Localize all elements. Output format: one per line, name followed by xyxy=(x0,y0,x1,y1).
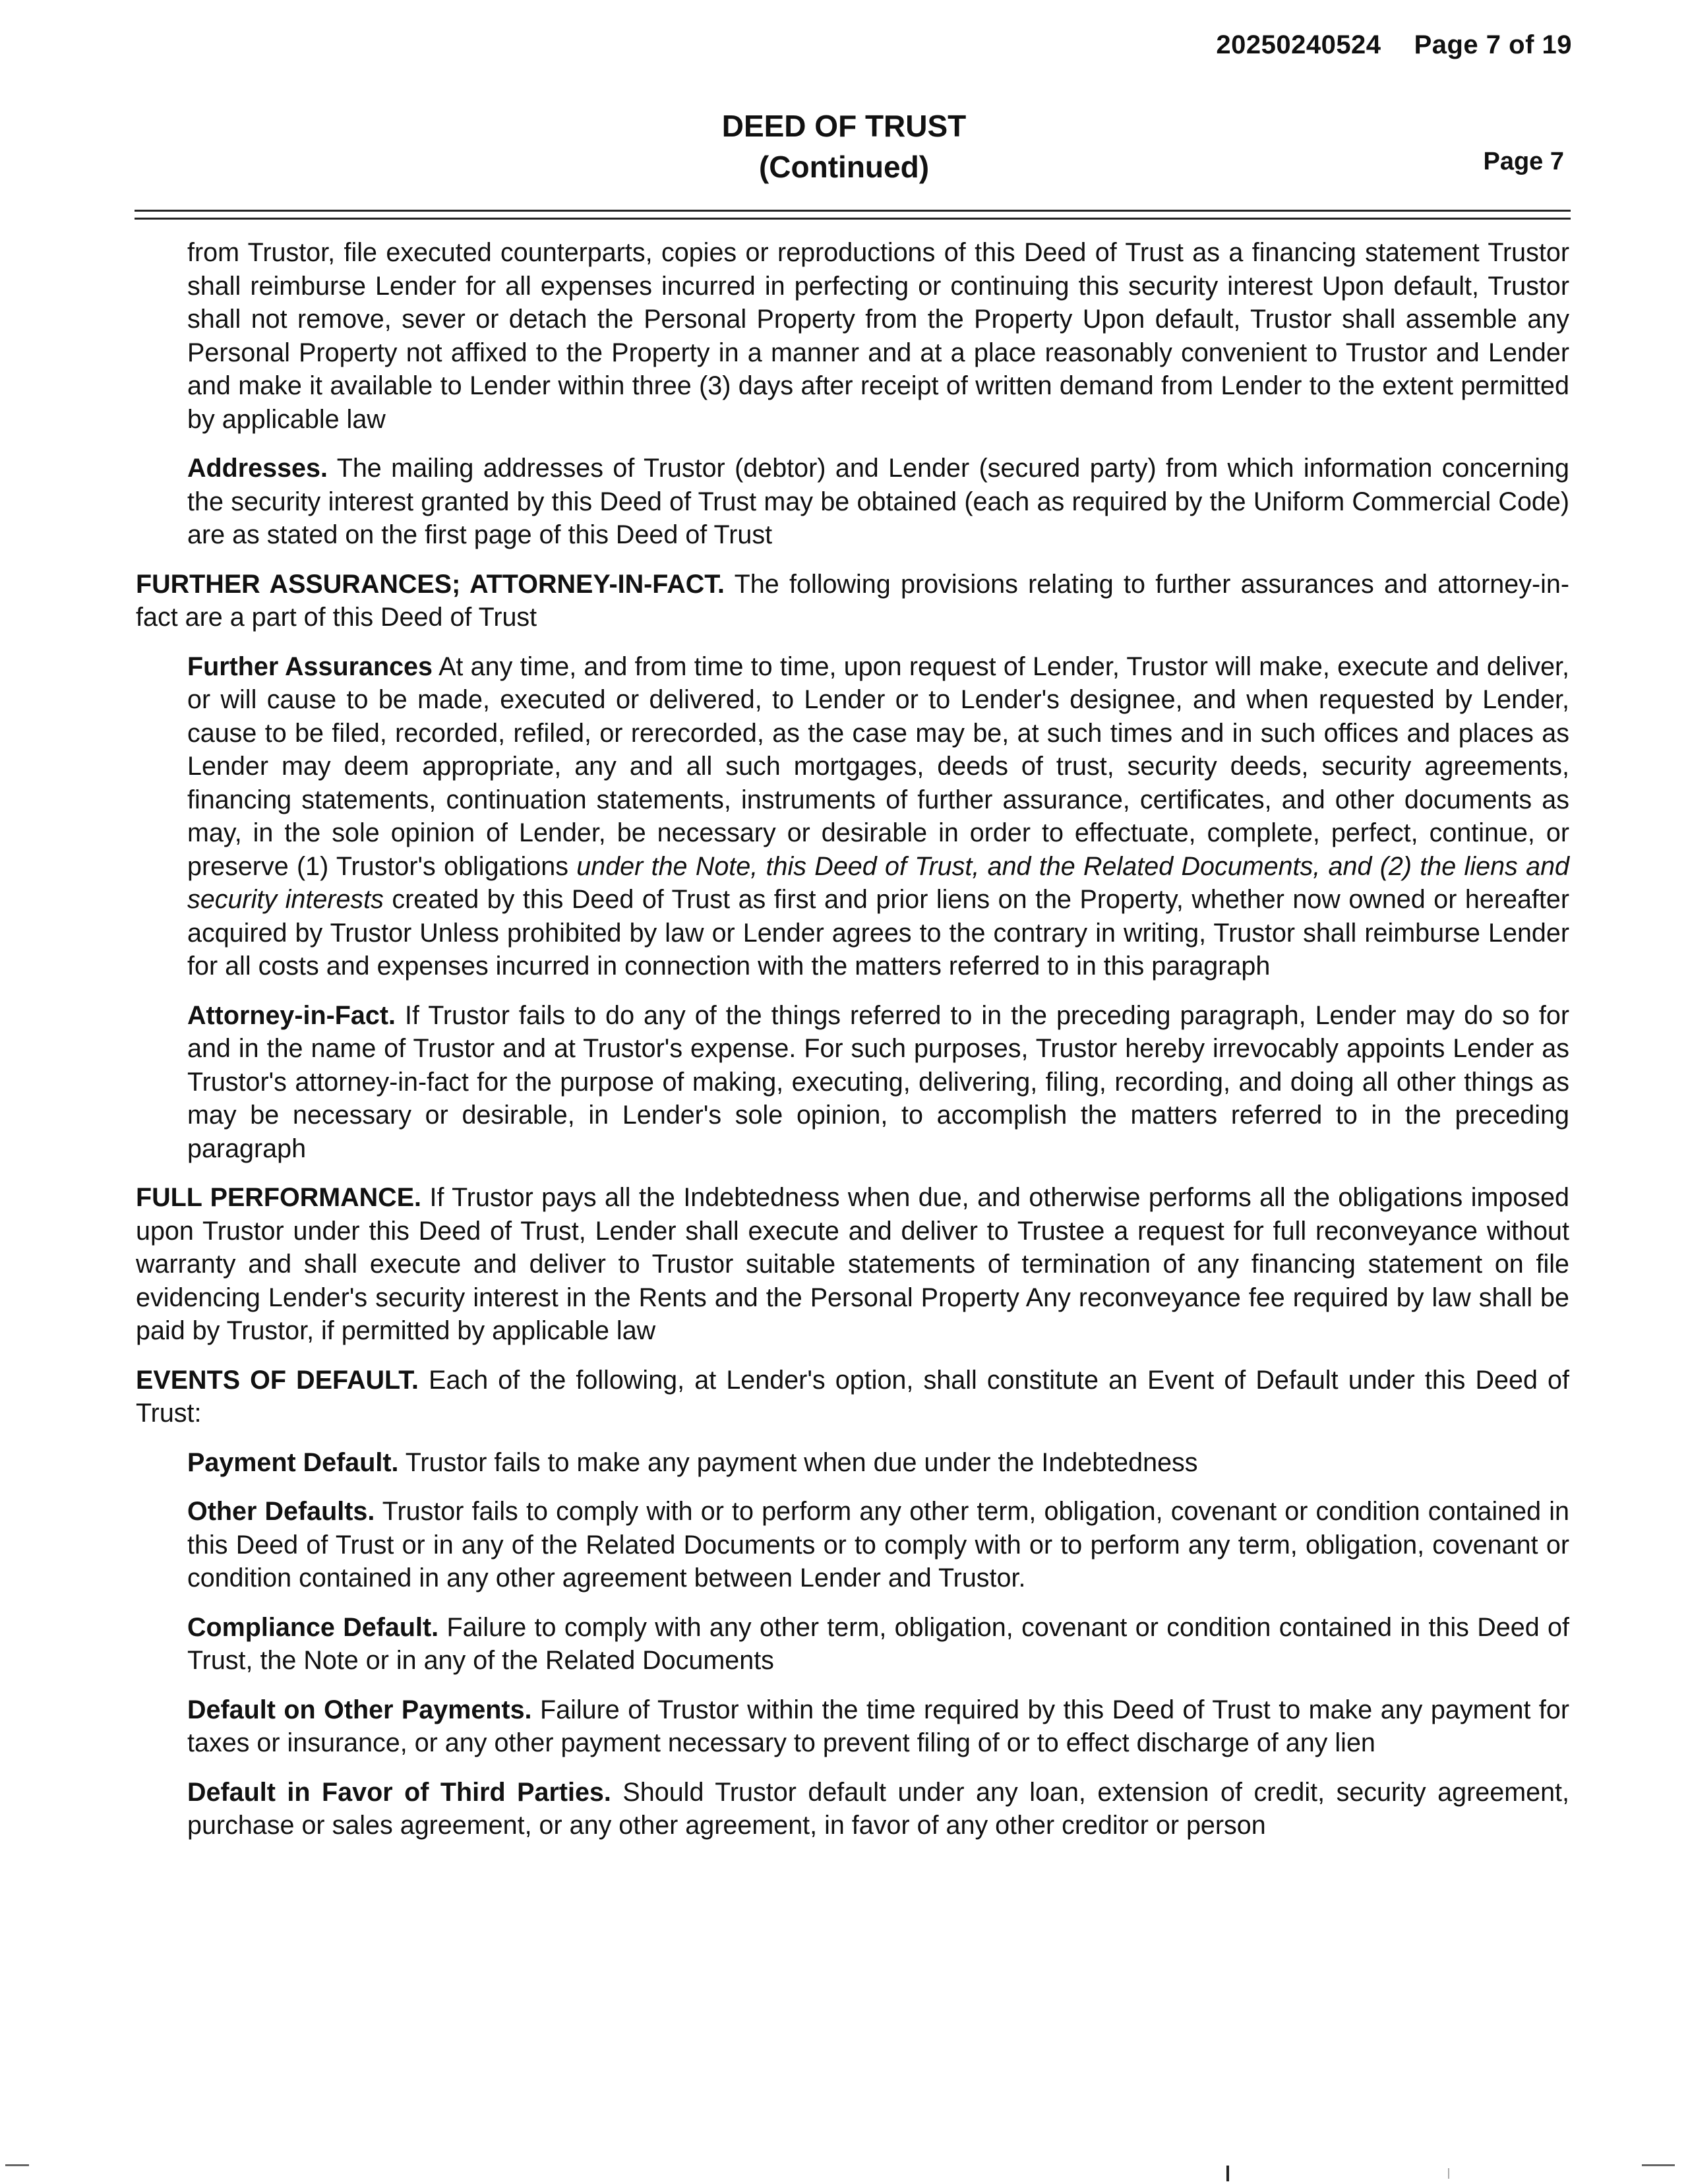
other-defaults-heading: Other Defaults. xyxy=(187,1497,375,1526)
scan-artifact-mark xyxy=(1642,2164,1675,2166)
payment-default-heading: Payment Default. xyxy=(187,1447,399,1477)
other-defaults-paragraph: Other Defaults. Trustor fails to comply with or to perform any other term, obligation, covenant or condition contained in this Deed of Trust or in any of the Related Documents or to comply with or to perform any term, obligation, covenant or condition contained in any other agreement between Lender and Trustor. xyxy=(187,1497,1569,1592)
attorney-in-fact-heading: Attorney-in-Fact. xyxy=(187,1000,396,1030)
events-of-default-section: EVENTS OF DEFAULT. Each of the following, at Lender's option, shall constitute an Event of Default under this Deed of Trust: xyxy=(136,1365,1569,1428)
document-subtitle: (Continued) xyxy=(758,150,930,184)
full-performance-heading: FULL PERFORMANCE. xyxy=(136,1183,422,1212)
recording-number: 20250240524 xyxy=(1216,30,1381,59)
further-assurances-paragraph: Further Assurances At any time, and from time to time, upon request of Lender, Trustor will make, execute and deliver, or will cause to be made, executed or delivered, to Lender or to Lender's designee, and when requested by Lender, cause to be filed, recorded, refiled, or rerecorded, as the case may be, at such times and in such offices and places as Lender may deem appropriate, any and all such mortgages, deeds of trust, security deeds, security agreements, financing statements, continuation statements, instruments of further assurance, certificates, and other documents as may, in the sole opinion of Lender, be necessary or desirable in order to effectuate, complete, perfect, continue, or preserve (1) Trustor's obligations under the Note, this Deed of Trust, and the Related Documents, and (2) the liens and security interests created by this Deed of Trust as first and prior liens on the Property, whether now owned or hereafter acquired by Trustor Unless prohibited by law or Lender agrees to the contrary in writing, Trustor shall reimburse Lender for all costs and expenses incurred in connection with the matters referred to in this paragraph xyxy=(187,652,1570,981)
further-assurances-heading: Further Assurances xyxy=(187,652,433,681)
header-divider-bottom xyxy=(135,218,1571,220)
further-assurances-section-heading: FURTHER ASSURANCES; ATTORNEY-IN-FACT. xyxy=(136,569,725,599)
scan-artifact-mark xyxy=(1226,2166,1229,2181)
default-other-payments-heading: Default on Other Payments. xyxy=(187,1695,532,1724)
full-performance-section: FULL PERFORMANCE. If Trustor pays all the Indebtedness when due, and otherwise performs all the obligations imposed upon Trustor under this Deed of Trust, Lender shall execute and deliver to Trustee a request for full reconveyance without warranty and shall execute and deliver to Trustor suitable statements of termination of any financing statement on file evidencing Lender's security interest in the Rents and the Personal Property Any reconveyance fee required by law shall be paid by Trustor, if permitted by applicable law xyxy=(136,1183,1570,1345)
default-other-payments-paragraph: Default on Other Payments. Failure of Trustor within the time required by this Deed of Trust to make any payment for taxes or insurance, or any other payment necessary to prevent filing of or to effect discharge of any lien xyxy=(187,1695,1570,1757)
scan-artifact-mark xyxy=(1448,2168,1449,2179)
attorney-in-fact-paragraph: Attorney-in-Fact. If Trustor fails to do any of the things referred to in the preceding paragraph, Lender may do so for and in the name of Trustor and at Trustor's expense. For such purposes, Trustor hereby irrevocably appoints Lender as Trustor's attorney-in-fact for the purpose of making, executing, delivering, filing, recording, and doing all other things as may be necessary or desirable, in Lender's sole opinion, to accomplish the matters referred to in the preceding paragraph xyxy=(187,1000,1569,1163)
document-body xyxy=(136,236,1569,1858)
compliance-default-paragraph: Compliance Default. Failure to comply with any other term, obligation, covenant or condition contained in this Deed of Trust, the Note or in any of the Related Documents xyxy=(187,1612,1569,1675)
header-divider-top xyxy=(135,210,1571,212)
further-assurances-section: FURTHER ASSURANCES; ATTORNEY-IN-FACT. The following provisions relating to further assurances and attorney-in-fact are a part of this Deed of Trust xyxy=(136,569,1570,632)
continued-paragraph: from Trustor, file executed counterparts, copies or reproductions of this Deed of Trust as a financing statement Trustor shall reimburse Lender for all expenses incurred in perfecting or continuing this security interest Upon default, Trustor shall not remove, sever or detach the Personal Property from the Property Upon default, Trustor shall assemble any Personal Property not affixed to the Property in a manner and at a place reasonably convenient to Trustor and Lender and make it available to Lender within three (3) days after receipt of written demand from Lender to the extent permitted by applicable law xyxy=(187,238,1569,434)
default-third-parties-paragraph: Default in Favor of Third Parties. Should Trustor default under any loan, extension of credit, security agreement, purchase or sales agreement, or any other agreement, in favor of any other creditor or person xyxy=(187,1777,1569,1840)
scan-artifact-mark xyxy=(5,2164,29,2166)
addresses-heading: Addresses. xyxy=(187,454,328,483)
events-of-default-heading: EVENTS OF DEFAULT. xyxy=(136,1365,419,1395)
page-of-count: Page 7 of 19 xyxy=(1414,30,1572,59)
document-title: DEED OF TRUST xyxy=(721,109,967,143)
document-title-block xyxy=(0,106,1688,187)
page-label: Page 7 xyxy=(1483,148,1564,175)
document-number-header xyxy=(1216,30,1572,60)
payment-default-paragraph: Payment Default. Trustor fails to make any payment when due under the Indebtedness xyxy=(187,1447,1198,1477)
compliance-default-heading: Compliance Default. xyxy=(187,1612,439,1642)
addresses-paragraph: Addresses. The mailing addresses of Trustor (debtor) and Lender (secured party) from which information concerning the security interest granted by this Deed of Trust may be obtained (each as required by the Uniform Commercial Code) are as stated on the first page of this Deed of Trust xyxy=(187,454,1569,549)
default-third-parties-heading: Default in Favor of Third Parties. xyxy=(187,1777,611,1807)
